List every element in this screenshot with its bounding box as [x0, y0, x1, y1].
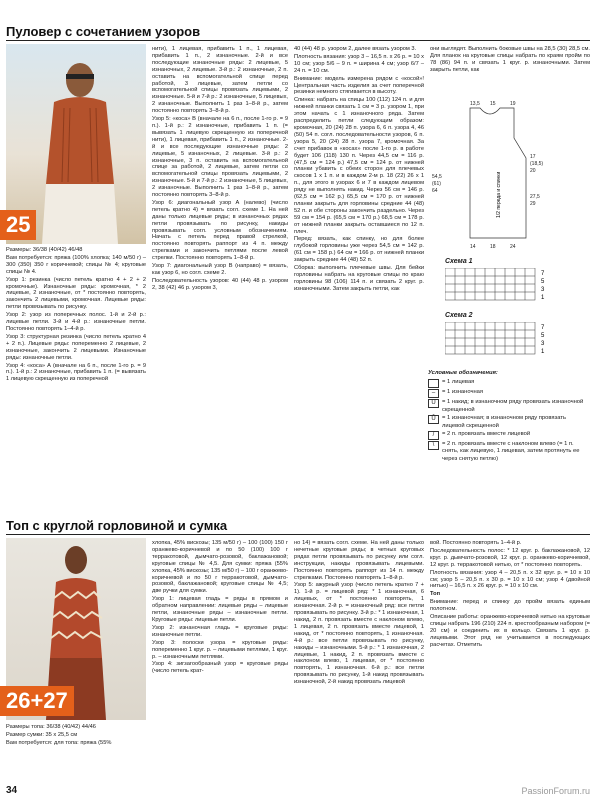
col-paragraph: Узор 4: «коса» А (вначале на 6 п., после 1-го р. = 9 п.). 1-й р.: 2 изнаночные, прибавить 1 п. (= вывязать 1 лицевую скрещенную из поперечной: [6, 362, 146, 383]
schema1-label: Схема 1: [445, 258, 473, 265]
site-watermark: PassionForum.ru: [521, 786, 590, 796]
row-number: 5: [541, 279, 545, 285]
legend-title: Условные обозначения:: [428, 370, 498, 376]
yarn-over-icon: U: [428, 399, 439, 408]
col-paragraph: Узор 5: «коса» В (вначале на 6 п., после 1-го р. = 9 п.). 1-й р.: 2 изнаночные, прибавить 1 п. (= вывязать 1 лицевую скрещенную из поперечной нити), 1 лицевая, прибавить 1 п., 2 изнаночные. 2-й и все последующие изнаночные ряды: 2 лицевые, 5 изнаночных, 2 лицевые. 3-й р.: 2 изнаночные, 3 п. оставить на вспомогательной спице за работой, 2 лицевые, затем петли со вспомогательной спицы провязать лицевыми, 2 изнаночные. 5-й и 7-й р.: 2 изнаночные, 5 лицевых, 2 изнаночные. Выполнить 1 раз 1–8-й р., затем постоянно повторять 3–8-й р.: [152, 116, 288, 199]
section1-divider: [6, 40, 590, 41]
section2-column-3: [294, 540, 424, 778]
col-paragraph: нити), 1 лицевая, прибавить 1 п., 1 лицевая, прибавить 1 п., 2 изнаночные. 2-й и все последующие изнаночные ряды: 2 лицевые, 5 изнаночных, 2 лицевые. 3-й р.: 2 изнаночные, 2 п. оставить на вспомогательной спице перед работой, 3 лицевые, затем петли со вспомогательной спицы провязать лицевыми, 2 изнаночные. 5-й и 7-й р.: 2 изнаночные, 5 лицевых, 2 изнаночные. Выполнить 1 раз 1–8-й р., затем постоянно повторять 3–8-й р.: [152, 46, 288, 115]
diagram-label: 13,5: [470, 101, 480, 107]
col-paragraph: Узор 3: структурная резинка (число петель кратно 4 + 2 п.). Лицевые ряды: попеременно 2 лицевые, 2 изнаночные, закончить 2 лицевыми. Изнаночные ряды: изнаночные петли.: [6, 333, 146, 361]
col-paragraph: Размеры топа: 36/38 (40/42) 44/46: [6, 724, 96, 730]
diagram-label: 18: [490, 244, 496, 250]
legend-item: [428, 431, 588, 440]
section1-column-4: [430, 46, 590, 94]
legend-item: [428, 399, 588, 414]
row-number: 7: [541, 325, 545, 331]
col-paragraph: Узор 2: узор из поперечных полос. 1-й и 2-й р.: лицевые петли. 3-й и 4-й р.: изнаночные петли. Постоянно повторять 1–4-й р.: [6, 312, 146, 332]
col-paragraph: Сборка: выполнить плечевые швы. Для бейки горловины набрать на круговые спицы по краю горловины 98 (106) 114 п. и связать 2 круг. р. изнаночными. Затем закрыть петли, как: [294, 265, 424, 292]
col-paragraph: Узор 4: зигзагообразный узор = круговые ряды (число петель крат-: [152, 661, 288, 675]
purl-symbol-icon: –: [428, 389, 439, 398]
col-paragraph: Последовательность полос: * 12 круг. р. баклажановой, 12 круг. р. дымчато-розовой, 12 круг. р. оранжево-коричневой, 12 круг. р. терракотовой нитью, от * постоянно повторять.: [430, 547, 590, 568]
legend-item: [428, 389, 588, 398]
row-number: 3: [541, 341, 545, 347]
col-paragraph: хлопка, 45% вискозы; 135 м/50 г) – 100 (100) 150 г оранжево-коричневой и по 50 (100) 100 г терракотовой, дымчато-розовой, баклажановой; круговые спицы № 4,5. Для сумки: пряжа (55% хлопка, 45% вискозы; 135 м/50 г) – 100 г оранжево-коричневой и по 50 г терракотовой, дымчато-розовой, баклажановой; круговые спицы № 4,5; две ручки для сумки.: [152, 540, 288, 595]
section1-column-3: [294, 46, 424, 488]
row-number: 1: [541, 295, 545, 301]
legend-text: = 2 п. провязать вместе лицевой: [442, 431, 531, 438]
col-paragraph: Узор 3: полоски узора = круговые ряды: попеременно 1 круг. р. – лицевыми петлями, 1 круг. р. – изнаночными петлями.: [152, 639, 288, 660]
diagram-label: (18,5): [530, 161, 544, 167]
col-paragraph: Внимание: модель измерена рядом с «косой»! Центральная часть изделия за счет поперечной резинки немного стягивается в высоту.: [294, 75, 424, 96]
col-paragraph: Размеры: 36/38 (40/42) 46/48: [6, 247, 83, 253]
legend-text: = 1 изнаночная: [442, 389, 484, 396]
section2-model-number: 26+27: [0, 686, 74, 716]
section2-divider: [6, 534, 590, 535]
diagram-label: (61): [432, 181, 441, 187]
diagram-label: 14: [470, 244, 476, 250]
col-paragraph: Узор 1: лицевая гладь = ряды в прямом и обратном направлении: лицевые ряды – лицевые петли, изнаночные ряды – изнаночные петли. Круговые ряды: лицевые петли.: [152, 596, 288, 623]
pattern-schematic: [430, 98, 590, 254]
schema2-label: Схема 2: [445, 312, 473, 319]
col-paragraph: Размер сумки: 35 х 25,5 см: [6, 731, 78, 738]
legend-item: [428, 441, 588, 463]
col-paragraph: Перед: вязать, как спинку, но для более глубокой горловины уже через 54,5 см = 142 р. (61 см = 158 р.) 64 см = 166 р. от нижней планки закрыть средние 44 (48) 52 п.: [294, 236, 424, 264]
col-paragraph: Внимание: перед и спинку до пройм вязать единым полотном.: [430, 599, 590, 613]
col-paragraph: Спинка: набрать на спицы 100 (112) 124 п. и для нижней планки связать 1 см = 3 р. узором 1, при этом начать с 1 изнаночного ряда. Затем распределить петли следующим образом: кромочная, 20 (24) 28 п. узора 6, 6 п. узора 4, 46 (50) 54 п. согл. последовательности узоров, 6 п. узора 5, 20 (24) 28 п. узора 7, кромочная. За счет прибавок в «косах» после 1-го р. в работе будет 106 (118) 130 п. Через 44,5 см = 116 р. (47,5 см = 124 р.) 47,5 см = 124 р. от нижней планки убавить с обеих сторон для плечевых скосов 1 х 1 п. и в каждом 2-м р. 18 (22) 26 х 1 п., для этого в узорах 6 и 7 в каждом лицевом ряду не выполнять накид. Через 56 см = 146 р. (62,5 см = 162 р.) 65,5 см = 170 р. от нижней планки закрыть для горловины средние 44 (48) 52 п. и обе стороны закончить раздельно. Через 59 см = 154 р. (65,5 см = 170 р.) 68,5 см = 178 р. от нижней планки закрыть оставшиеся по 12 п. плеч.: [294, 97, 424, 235]
section2-column-1: [6, 724, 146, 764]
row-number: 5: [541, 333, 545, 339]
diagram-label: 17: [530, 154, 536, 160]
diagram-caption: 1/2 переда и спинки: [496, 171, 502, 218]
legend-text: = 1 накид; в изнаночном ряду провязать изнаночной скрещенной: [442, 399, 584, 413]
legend: [428, 370, 588, 464]
col-paragraph: Плотность вязания: узор 3 – 16,5 п. х 26 р. = 10 х 10 см; узор 5/6 – 9 п. = ширина 4 см; узор 6/7 – 24 п. = 10 см.: [294, 53, 424, 74]
diagram-label: 15: [490, 101, 496, 107]
knit-symbol-icon: [428, 379, 439, 388]
col-paragraph: Вам потребуется: для топа: пряжа (55%: [6, 739, 112, 746]
diagram-label: 19: [510, 101, 516, 107]
col-paragraph: 40 (44) 48 р. узором 2, далее вязать узором 3.: [294, 46, 417, 52]
diagram-label: 29: [530, 201, 536, 207]
diagram-label: 54,5: [432, 174, 442, 180]
col-paragraph: они выглядят. Выполнить боковые швы на 28,5 (30) 28,5 см. Для планок на круговые спицы набрать по краям пройм по 78 (86) 94 п. и связать 1 круг. р. изнаночными. Затем закрыть петли, как: [430, 46, 590, 73]
col-paragraph: Плотность вязания: узор 4 – 20,5 п. х 32 круг. р. = 10 х 10 см; узор 5 – 20,5 п. х 30 р. = 10 х 10 см; узор 4 (двойной нитью) – 16,5 п. х 26 круг. р. = 10 х 10 см.: [430, 569, 590, 590]
col-paragraph: Вам потребуется: пряжа (100% хлопка; 140 м/50 г) – 300 (350) 350 г коричневой; спицы № 4; круговые спицы № 4.: [6, 254, 146, 275]
col-paragraph: Последовательность узоров: 40 (44) 48 р. узором 2, 38 (42) 46 р. узором 3,: [152, 277, 288, 291]
legend-text: = 1 лицевая: [442, 379, 475, 386]
col-paragraph: Узор 7: диагональный узор В (направо) = вязать, как узор 6, но согл. схеме 2.: [152, 263, 288, 276]
row-number: 7: [541, 271, 545, 277]
col-paragraph: вой. Постоянно повторять 1–4-й р.: [430, 540, 522, 546]
page-number: 34: [6, 785, 18, 796]
section2-column-4: [430, 540, 590, 778]
col-paragraph: Узор 2: изнаночная гладь = круговые ряды: изнаночные петли.: [152, 624, 288, 638]
section2-column-2: [152, 540, 288, 778]
row-number: 3: [541, 287, 545, 293]
section1-column-2: [152, 46, 288, 488]
yarn-over-purl-icon: Ū: [428, 415, 439, 424]
row-number: 1: [541, 349, 545, 355]
col-heading: Топ: [430, 591, 441, 598]
section1-title: Пуловер с сочетанием узоров: [6, 24, 201, 39]
col-paragraph: Узор 1: резинка (число петель кратно 4 + 2 + 2 кромочные). Изнаночные ряды: кромочная, * 2 лицевые, 2 изнаночные, от * постоянно повторять, закончить 2 лицевыми, кромочная. Лицевые ряды: петли провязывать по рисунку.: [6, 276, 146, 311]
col-paragraph: но 14) = вязать согл. схеме. На ней даны только нечетные круговые ряды; в четных круговых рядах петли провязывать по рисунку или согл. инструкции, накиды провязывать лицевыми. Постоянно повторять раппорт из 14 п. между стрелками. Постоянно повторять 1–8-й р.: [294, 540, 424, 581]
col-paragraph: Узор 6: диагональный узор А (налево) (число петель кратно 4) = вязать согл. схеме 1. На ней даны только лицевые ряды; в изнаночных рядах петли провязывать по рисунку, накиды провязывать согл. условным обозначениям. Начать с петель перед правой стрелкой, постоянно повторять раппорт из 4 п. между стрелками и закончить петлями после левой стрелки. Постоянно повторять 1–8-й р.: [152, 199, 288, 262]
schema2-grid: [445, 322, 585, 356]
schema1-grid: [445, 268, 585, 302]
legend-text: = 1 изнаночная; в изнаночном ряду провязать лицевой скрещенной: [442, 415, 566, 429]
col-paragraph: Узор 5: ажурный узор (число петель кратно 7 + 1). 1-й р. = лицевой ряд: * 1 изнаночная, 6 лицевых, от * постоянно повторять, 1 изнаночная. 2-й р. = изнаночный ряд: все петли провязывать по рисунку. 3-й р.: * 1 изнаночная, 1 накид, 2 п. провязать вместе с наклоном влево, 1 лицевая, 2 п. провязать вместе лицевой, 1 накид, от * постоянно повторять, 1 изнаночная. 4-й р.: все петли провязывать по рисунку, накиды – изнаночными. 5-й р.: * 1 изнаночная, 2 лицевые, 1 накид, 2 п. провязать вместе с наклоном влево, 1 лицевая, от * постоянно повторять, 1 изнаночная. 6-й р.: все петли провязывать по рисунку, 1-й накид провязывать изнаночной, 2-й накид провязать лицевой: [294, 582, 424, 686]
diagram-label: 24: [510, 244, 516, 250]
diagram-label: 27,5: [530, 194, 540, 200]
diagram-label: 20: [530, 168, 536, 174]
legend-item: [428, 379, 588, 388]
section1-column-1: [6, 247, 146, 487]
section1-model-number: 25: [0, 210, 36, 240]
k2tog-icon: /: [428, 431, 439, 440]
section2-title: Топ с круглой горловиной и сумка: [6, 518, 228, 533]
diagram-label: 64: [432, 188, 438, 194]
ssk-icon: \: [428, 441, 439, 450]
legend-item: [428, 415, 588, 430]
legend-text: = 2 п. провязать вместе с наклоном влево (= 1 п. снять, как лицевую, 1 лицевая, затем протянуть ее через снятую петлю): [442, 441, 580, 462]
col-paragraph: Описание работы: оранжево-коричневой нитью на круговые спицы набрать 196 (210) 224 п. крестообразным набором (= 20 см) и соединить их в кольцо. Связать 1 круг. р. лицевыми. Этот ряд не учитывается в последующих расчетах. Отметить: [430, 614, 590, 648]
